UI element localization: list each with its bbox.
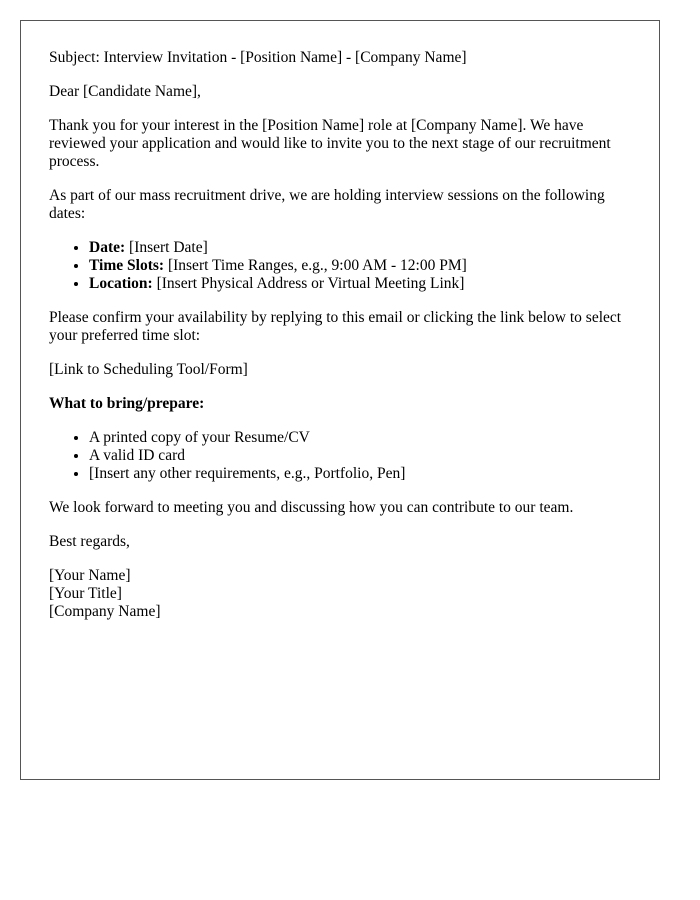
bring-item-resume: • A printed copy of your Resume/CV [89,429,631,447]
bring-item-other: • [Insert any other requirements, e.g., Portfolio, Pen] [89,465,631,483]
closing-paragraph: We look forward to meeting you and discussing how you can contribute to our team. [49,499,574,516]
detail-time-slots [89,257,631,275]
interview-details-list [49,239,631,293]
greeting: Dear [Candidate Name], [49,83,201,100]
detail-location-value: [Insert Physical Address or Virtual Meeting Link] [152,275,465,292]
bring-heading: What to bring/prepare: [49,395,205,412]
detail-date [89,239,631,257]
signature-title: [Your Title] [49,585,122,602]
letter-container [20,20,660,780]
subject-line: Subject: Interview Invitation - [Position Name] - [Company Name] [49,49,467,66]
intro-paragraph: Thank you for your interest in the [Position Name] role at [Company Name]. We have reviewed your application and would like to invite you to the next stage of our recruitment process. [49,117,611,170]
signature-name: [Your Name] [49,567,131,584]
signature-block [49,567,631,621]
bring-list [49,429,631,483]
confirm-paragraph: Please confirm your availability by replying to this email or clicking the link below to select your preferred time slot: [49,309,622,344]
drive-paragraph: As part of our mass recruitment drive, we are holding interview sessions on the following dates: [49,187,605,222]
detail-location [89,275,631,293]
detail-location-label: Location: [89,275,153,292]
scheduling-link[interactable]: [Link to Scheduling Tool/Form] [49,361,248,378]
signoff: Best regards, [49,533,130,550]
detail-time-slots-label: Time Slots: [89,257,165,274]
detail-time-slots-value: [Insert Time Ranges, e.g., 9:00 AM - 12:00 PM] [164,257,467,274]
detail-date-label: Date: [89,239,126,256]
bring-item-id-card: • A valid ID card [89,447,631,465]
signature-company: [Company Name] [49,603,161,620]
detail-date-value: [Insert Date] [125,239,208,256]
